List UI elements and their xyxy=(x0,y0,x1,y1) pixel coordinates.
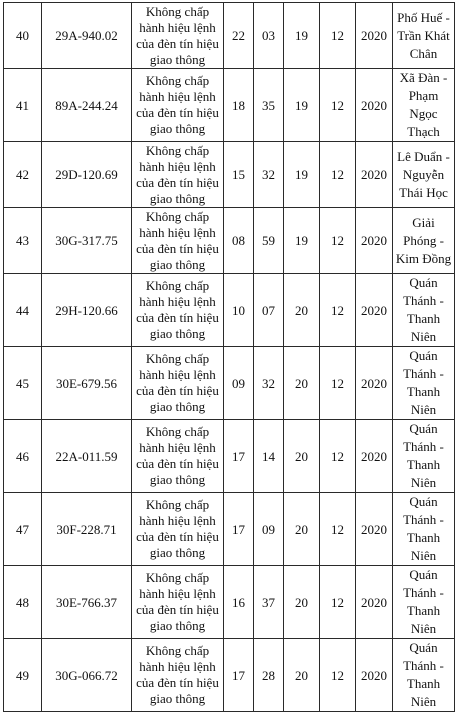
date-month-cell: 12 xyxy=(320,69,356,142)
date-month-cell: 12 xyxy=(320,274,356,347)
time-hour-cell: 16 xyxy=(224,566,254,639)
row-number-cell: 41 xyxy=(4,69,42,142)
violation-description-cell: Không chấp hành hiệu lệnh của đèn tín hiệu giao thông xyxy=(132,566,224,639)
date-month-cell: 12 xyxy=(320,208,356,274)
location-cell: Quán Thánh - Thanh Niên xyxy=(393,493,455,566)
date-day-cell: 20 xyxy=(284,639,320,712)
time-hour-cell: 08 xyxy=(224,208,254,274)
date-year-cell: 2020 xyxy=(356,566,393,639)
time-minute-cell: 35 xyxy=(254,69,284,142)
date-month-cell: 12 xyxy=(320,3,356,69)
table-body xyxy=(4,3,455,712)
time-minute-cell: 14 xyxy=(254,420,284,493)
license-plate-cell: 29D-120.69 xyxy=(42,142,132,208)
location-cell: Quán Thánh - Thanh Niên xyxy=(393,566,455,639)
date-month-cell: 12 xyxy=(320,493,356,566)
violation-description-cell: Không chấp hành hiệu lệnh của đèn tín hiệu giao thông xyxy=(132,274,224,347)
location-cell: Quán Thánh - Thanh Niên xyxy=(393,639,455,712)
table-row xyxy=(4,347,455,420)
time-hour-cell: 09 xyxy=(224,347,254,420)
license-plate-cell: 30E-679.56 xyxy=(42,347,132,420)
violation-description-cell: Không chấp hành hiệu lệnh của đèn tín hiệu giao thông xyxy=(132,208,224,274)
location-cell: Quán Thánh - Thanh Niên xyxy=(393,420,455,493)
time-minute-cell: 28 xyxy=(254,639,284,712)
date-day-cell: 19 xyxy=(284,208,320,274)
date-year-cell: 2020 xyxy=(356,420,393,493)
date-month-cell: 12 xyxy=(320,347,356,420)
date-year-cell: 2020 xyxy=(356,3,393,69)
date-day-cell: 19 xyxy=(284,3,320,69)
violations-table xyxy=(3,2,455,712)
time-hour-cell: 10 xyxy=(224,274,254,347)
table-row xyxy=(4,208,455,274)
table-row xyxy=(4,639,455,712)
license-plate-cell: 29A-940.02 xyxy=(42,3,132,69)
date-year-cell: 2020 xyxy=(356,69,393,142)
violation-description-cell: Không chấp hành hiệu lệnh của đèn tín hiệu giao thông xyxy=(132,142,224,208)
date-year-cell: 2020 xyxy=(356,208,393,274)
row-number-cell: 48 xyxy=(4,566,42,639)
date-month-cell: 12 xyxy=(320,566,356,639)
time-hour-cell: 15 xyxy=(224,142,254,208)
row-number-cell: 40 xyxy=(4,3,42,69)
date-day-cell: 20 xyxy=(284,347,320,420)
table-row xyxy=(4,142,455,208)
location-cell: Quán Thánh - Thanh Niên xyxy=(393,274,455,347)
violation-description-cell: Không chấp hành hiệu lệnh của đèn tín hiệu giao thông xyxy=(132,639,224,712)
date-month-cell: 12 xyxy=(320,420,356,493)
date-day-cell: 20 xyxy=(284,420,320,493)
time-minute-cell: 32 xyxy=(254,347,284,420)
date-month-cell: 12 xyxy=(320,639,356,712)
date-month-cell: 12 xyxy=(320,142,356,208)
row-number-cell: 49 xyxy=(4,639,42,712)
license-plate-cell: 29H-120.66 xyxy=(42,274,132,347)
table-row xyxy=(4,566,455,639)
violation-description-cell: Không chấp hành hiệu lệnh của đèn tín hiệu giao thông xyxy=(132,493,224,566)
license-plate-cell: 30F-228.71 xyxy=(42,493,132,566)
violation-description-cell: Không chấp hành hiệu lệnh của đèn tín hiệu giao thông xyxy=(132,69,224,142)
date-day-cell: 20 xyxy=(284,493,320,566)
row-number-cell: 46 xyxy=(4,420,42,493)
license-plate-cell: 22A-011.59 xyxy=(42,420,132,493)
date-year-cell: 2020 xyxy=(356,639,393,712)
row-number-cell: 44 xyxy=(4,274,42,347)
time-minute-cell: 03 xyxy=(254,3,284,69)
date-year-cell: 2020 xyxy=(356,142,393,208)
time-minute-cell: 37 xyxy=(254,566,284,639)
time-minute-cell: 07 xyxy=(254,274,284,347)
license-plate-cell: 30E-766.37 xyxy=(42,566,132,639)
date-day-cell: 19 xyxy=(284,142,320,208)
date-day-cell: 19 xyxy=(284,69,320,142)
license-plate-cell: 30G-066.72 xyxy=(42,639,132,712)
table-row xyxy=(4,3,455,69)
date-year-cell: 2020 xyxy=(356,274,393,347)
location-cell: Giải Phóng - Kim Đồng xyxy=(393,208,455,274)
location-cell: Xã Đàn - Phạm Ngọc Thạch xyxy=(393,69,455,142)
date-day-cell: 20 xyxy=(284,566,320,639)
table-row xyxy=(4,274,455,347)
date-year-cell: 2020 xyxy=(356,347,393,420)
row-number-cell: 42 xyxy=(4,142,42,208)
location-cell: Quán Thánh - Thanh Niên xyxy=(393,347,455,420)
date-year-cell: 2020 xyxy=(356,493,393,566)
time-hour-cell: 17 xyxy=(224,493,254,566)
license-plate-cell: 30G-317.75 xyxy=(42,208,132,274)
row-number-cell: 45 xyxy=(4,347,42,420)
time-minute-cell: 09 xyxy=(254,493,284,566)
time-minute-cell: 59 xyxy=(254,208,284,274)
table-row xyxy=(4,69,455,142)
table-row xyxy=(4,420,455,493)
license-plate-cell: 89A-244.24 xyxy=(42,69,132,142)
row-number-cell: 43 xyxy=(4,208,42,274)
row-number-cell: 47 xyxy=(4,493,42,566)
table-row xyxy=(4,493,455,566)
time-hour-cell: 17 xyxy=(224,420,254,493)
time-minute-cell: 32 xyxy=(254,142,284,208)
time-hour-cell: 17 xyxy=(224,639,254,712)
violation-description-cell: Không chấp hành hiệu lệnh của đèn tín hiệu giao thông xyxy=(132,420,224,493)
violation-description-cell: Không chấp hành hiệu lệnh của đèn tín hiệu giao thông xyxy=(132,347,224,420)
date-day-cell: 20 xyxy=(284,274,320,347)
location-cell: Lê Duẩn - Nguyễn Thái Học xyxy=(393,142,455,208)
time-hour-cell: 18 xyxy=(224,69,254,142)
violation-description-cell: Không chấp hành hiệu lệnh của đèn tín hiệu giao thông xyxy=(132,3,224,69)
time-hour-cell: 22 xyxy=(224,3,254,69)
location-cell: Phố Huế - Trần Khát Chân xyxy=(393,3,455,69)
